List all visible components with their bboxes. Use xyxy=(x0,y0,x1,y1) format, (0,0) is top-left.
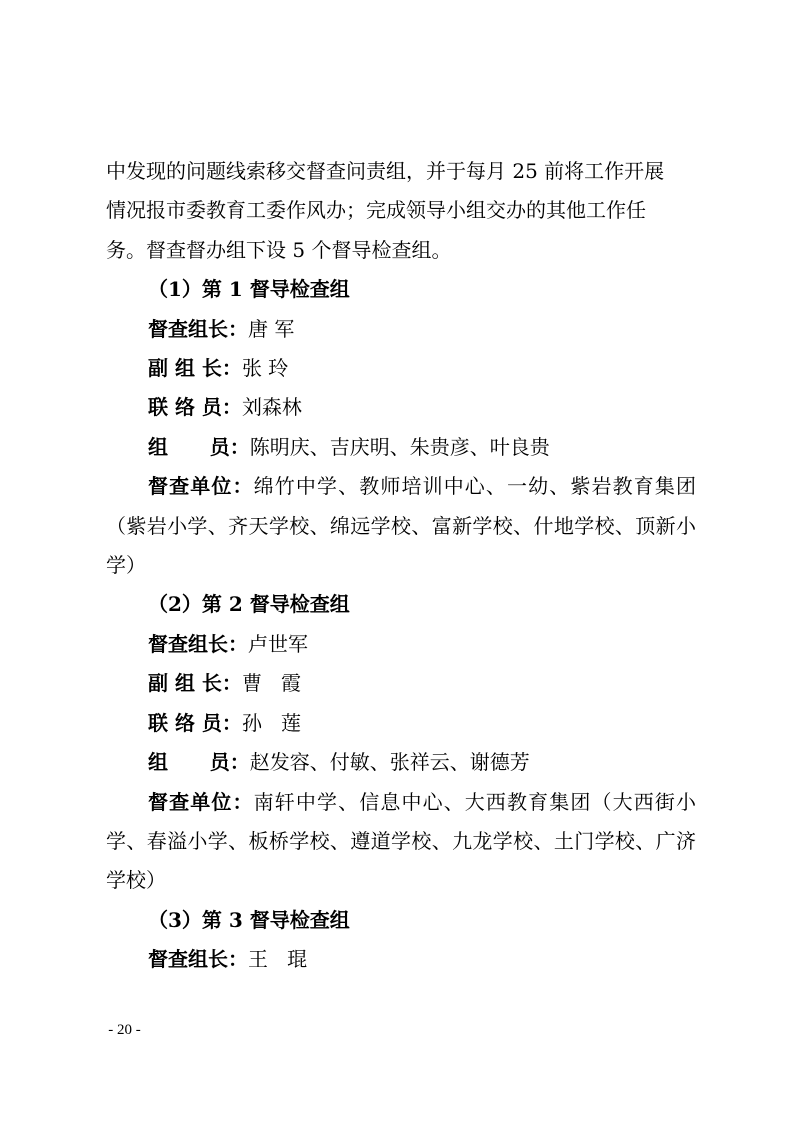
liaison-label: 联 络 员： xyxy=(148,395,242,420)
liaison-name: 刘森林 xyxy=(241,395,302,420)
liaison-name: 孙 莲 xyxy=(241,710,302,735)
group-3-leader xyxy=(106,940,696,979)
group-2-members xyxy=(106,743,696,782)
leader-name: 王 琨 xyxy=(248,947,308,972)
intro-line: 中发现的问题线索移交督查问责组，并于每月 25 前将工作开展 xyxy=(106,159,665,183)
document-body xyxy=(106,152,696,980)
deputy-name: 张 玲 xyxy=(241,356,289,381)
group-2-title: （2）第 2 督导检查组 xyxy=(148,592,350,617)
deputy-name: 曹 霞 xyxy=(241,671,302,696)
intro-line: 务。督查督办组下设 5 个督导检查组。 xyxy=(106,237,452,262)
group-1-units xyxy=(106,467,696,585)
members-names: 赵发容、付敏、张祥云、谢德芳 xyxy=(249,750,530,775)
members-label: 组 员： xyxy=(148,750,250,775)
units-label: 督查单位： xyxy=(148,789,254,814)
group-2-deputy xyxy=(106,664,696,703)
group-2-leader xyxy=(106,625,696,664)
group-2-units xyxy=(106,783,696,901)
leader-label: 督查组长： xyxy=(148,947,248,972)
intro-line: 情况报市委教育工委作风办；完成领导小组交办的其他工作任 xyxy=(106,198,646,223)
members-names: 陈明庆、吉庆明、朱贵彦、叶良贵 xyxy=(249,434,550,459)
leader-label: 督查组长： xyxy=(148,316,248,341)
leader-name: 唐 军 xyxy=(248,316,295,341)
page-number: - 20 - xyxy=(108,1022,141,1038)
units-list: 南轩中学、信息中心、大西教育集团（大西街小学、春溢小学、板桥学校、遵道学校、九龙学校、土门学校、广济学校） xyxy=(106,789,697,893)
deputy-label: 副 组 长： xyxy=(148,671,242,696)
deputy-label: 副 组 长： xyxy=(148,356,242,381)
leader-label: 督查组长： xyxy=(148,631,248,656)
group-1-members xyxy=(106,428,696,467)
group-1-leader xyxy=(106,310,696,349)
members-label: 组 员： xyxy=(148,434,250,459)
units-list: 绵竹中学、教师培训中心、一幼、紫岩教育集团（紫岩小学、齐天学校、绵远学校、富新学校、什地学校、顶新小学） xyxy=(106,474,697,578)
group-1-liaison xyxy=(106,388,696,427)
liaison-label: 联 络 员： xyxy=(148,710,242,735)
page-footer xyxy=(0,1022,793,1039)
units-label: 督查单位： xyxy=(148,474,254,499)
group-3-title: （3）第 3 督导检查组 xyxy=(148,907,350,932)
group-2-liaison xyxy=(106,704,696,743)
group-1-deputy xyxy=(106,349,696,388)
leader-name: 卢世军 xyxy=(248,631,308,656)
group-1-title: （1）第 1 督导检查组 xyxy=(148,277,350,302)
